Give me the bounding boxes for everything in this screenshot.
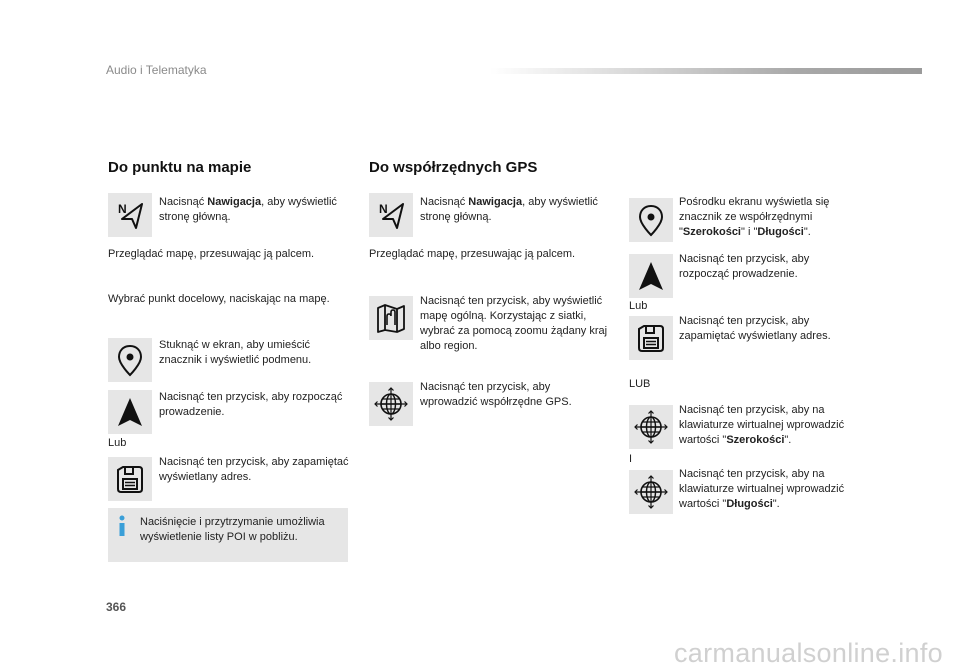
save-address-icon <box>108 457 152 501</box>
and-label: I <box>629 453 633 465</box>
step-enter-gps: Nacisnąć ten przycisk, aby wprowadzić współrzędne GPS. <box>420 381 572 408</box>
start-guidance-icon <box>108 390 152 434</box>
step-overview-map: Nacisnąć ten przycisk, aby wyświetlić mapę ogólną. Korzystając z siatki, wybrać za pomocą zoomu żądany kraj albo region. <box>420 295 608 352</box>
start-guidance-icon <box>629 254 673 298</box>
watermark: carmanualsonline.info <box>674 638 943 668</box>
svg-text:N: N <box>379 202 388 216</box>
step-save-address: Nacisnąć ten przycisk, aby zapamiętać wyświetlany adres. <box>679 315 831 342</box>
step-start-guidance: Nacisnąć ten przycisk, aby rozpocząć prowadzenie. <box>679 253 810 280</box>
or-label-caps: LUB <box>629 378 651 390</box>
step-enter-latitude: Nacisnąć ten przycisk, aby na klawiaturze wirtualnej wprowadzić wartości "Szerokości". <box>679 404 845 446</box>
overview-map-icon <box>369 296 413 340</box>
page-header-title: Audio i Telematyka <box>106 63 207 77</box>
or-label: Lub <box>629 300 648 312</box>
instruction-browse-map: Przeglądać mapę, przesuwając ją palcem. <box>369 248 576 260</box>
page-number: 366 <box>106 600 127 614</box>
step-enter-longitude: Nacisnąć ten przycisk, aby na klawiaturze wirtualnej wprowadzić wartości "Długości". <box>679 468 845 510</box>
navigation-icon <box>108 193 152 237</box>
instruction-select-destination: Wybrać punkt docelowy, naciskając na mapę. <box>108 293 330 305</box>
step-save-address: Nacisnąć ten przycisk, aby zapamiętać wyświetlany adres. <box>159 456 349 483</box>
step-start-guidance: Nacisnąć ten przycisk, aby rozpocząć prowadzenie. <box>159 391 343 418</box>
gps-globe-icon <box>369 382 413 426</box>
gps-globe-icon <box>629 405 673 449</box>
section-title-gps: Do współrzędnych GPS <box>369 159 538 176</box>
svg-text:N: N <box>118 202 127 216</box>
info-icon <box>116 515 128 537</box>
step-place-marker: Stuknąć w ekran, aby umieścić znacznik i wyświetlić podmenu. <box>159 339 312 366</box>
section-title-map-point: Do punktu na mapie <box>108 159 252 176</box>
step-open-navigation: Nacisnąć Nawigacja, aby wyświetlić stronę główną. <box>159 196 337 223</box>
header-divider <box>490 68 922 74</box>
gps-globe-icon <box>629 470 673 514</box>
map-pin-icon <box>629 198 673 242</box>
info-note-text: Naciśnięcie i przytrzymanie umożliwia wyświetlenie listy POI w pobliżu. <box>140 516 325 543</box>
or-label: Lub <box>108 437 127 449</box>
map-pin-icon <box>108 338 152 382</box>
step-marker-coordinates: Pośrodku ekranu wyświetla się znacznik ze współrzędnymi "Szerokości" i "Długości". <box>679 196 830 238</box>
navigation-icon <box>369 193 413 237</box>
instruction-browse-map: Przeglądać mapę, przesuwając ją palcem. <box>108 248 315 260</box>
save-address-icon <box>629 316 673 360</box>
step-open-navigation: Nacisnąć Nawigacja, aby wyświetlić stronę główną. <box>420 196 598 223</box>
